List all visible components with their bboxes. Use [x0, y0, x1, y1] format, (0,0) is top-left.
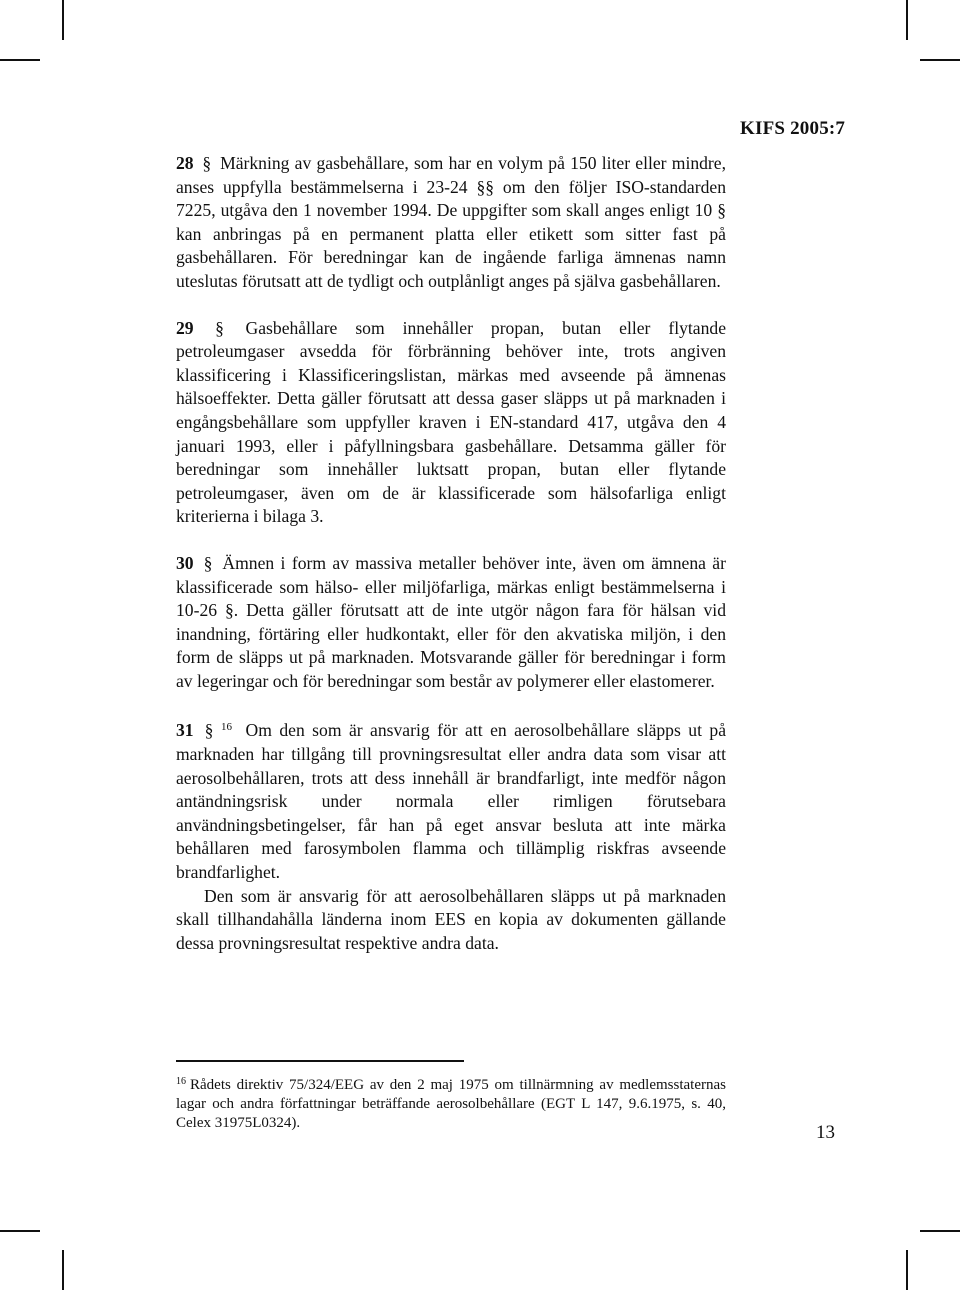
footnote-number: 16 — [176, 1076, 186, 1087]
section-symbol: § — [202, 153, 212, 173]
section-text: Gasbehållare som innehåller propan, butan eller flytande petroleumgaser avsedda för förbränning behöver inte, trots angiven klassificering i Klassificeringslistan, märkas med avseende på ämnenas hälsoeffekter. Detta gäller förutsatt att dessa gaser släpps ut på marknaden i engångsbehållare som uppfyller kraven i EN-standard 417, utgåva den 4 januari 1993, eller i påfyllningsbara gasbehållare. Detsamma gäller för beredningar som innehåller luktsatt propan, butan eller flytande petroleumgaser, även om de är klassificerade som hälsofarliga enligt kriterierna i bilaga 3. — [176, 317, 727, 527]
footnote — [176, 1072, 726, 1133]
crop-mark — [906, 0, 908, 40]
crop-mark — [62, 0, 64, 40]
document-code: KIFS 2005:7 — [740, 118, 846, 139]
main-content — [176, 152, 726, 978]
crop-mark — [920, 59, 960, 61]
section-number: 28 — [176, 153, 194, 173]
section-continuation-text: Den som är ansvarig för att aerosolbehållaren släpps ut på marknaden skall tillhandahålla länderna inom EES en kopia av dokumenten gällande dessa provningsresultat respektive andra data. — [176, 885, 726, 953]
section-number: 30 — [176, 552, 194, 573]
section-number: 31 — [176, 720, 194, 741]
section-number: 29 — [176, 317, 194, 338]
section-text: Om den som är ansvarig för att en aerosolbehållare släpps ut på marknaden har tillgång till provningsresultat eller andra data som visar att aerosolbehållaren, trots att dess innehåll är brandfarligt, inte medför någon antändningsrisk under normala eller rimligen förutsebara användningsbetingelser, får han på eget ansvar besluta att inte märka behållaren med farosymbolen flamma och tillämplig riskfras avseende brandfarlighet. — [176, 720, 727, 883]
crop-mark — [0, 1230, 40, 1232]
section-31-continuation — [176, 885, 726, 956]
footnote-divider — [176, 1060, 464, 1062]
section-text: Märkning av gasbehållare, som har en volym på 150 liter eller mindre, anses uppfylla bestämmelserna i 23-24 §§ om den följer ISO-standarden 7225, utgåva den 1 november 1994. De uppgifter som skall anges enligt 10 § kan anbringas på en permanent platta eller etikett som sitter fast på gasbehållaren. För beredningar kan de ingående farliga ämnenas namn uteslutas förutsatt att de tydligt och outplånligt anges på själva gasbehållaren. — [176, 153, 727, 291]
page-number: 13 — [816, 1122, 835, 1143]
section-28 — [176, 152, 726, 294]
section-text: Ämnen i form av massiva metaller behöver inte, även om ämnena är klassificerade som hälso- eller miljöfarliga, märkas enligt bestämmelserna i 10-26 §. Detta gäller förutsatt att de inte utgör någon fara för hälsan vid inandning, förtäring eller hudkontakt, eller för den akvatiska miljön, i den form de släpps ut på marknaden. Motsvarande gäller för beredningar i form av legeringar och för beredningar som består av polymerer eller elastomerer. — [176, 552, 726, 691]
crop-mark — [0, 59, 40, 61]
section-symbol: § — [215, 317, 224, 338]
footnote-text: Rådets direktiv 75/324/EEG av den 2 maj 1975 om tillnärmning av medlemsstaternas lagar och andra författningar beträffande aerosolbehållare (EGT L 147, 9.6.1975, s. 40, Celex 31975L0324). — [176, 1077, 726, 1131]
crop-mark — [920, 1230, 960, 1232]
section-symbol: § — [204, 720, 214, 741]
crop-mark — [906, 1250, 908, 1290]
section-symbol: § — [203, 552, 213, 573]
crop-mark — [62, 1250, 64, 1290]
section-30 — [176, 552, 726, 694]
section-31 — [176, 716, 726, 884]
footnote-ref[interactable]: 16 — [221, 721, 233, 734]
section-29 — [176, 317, 726, 529]
